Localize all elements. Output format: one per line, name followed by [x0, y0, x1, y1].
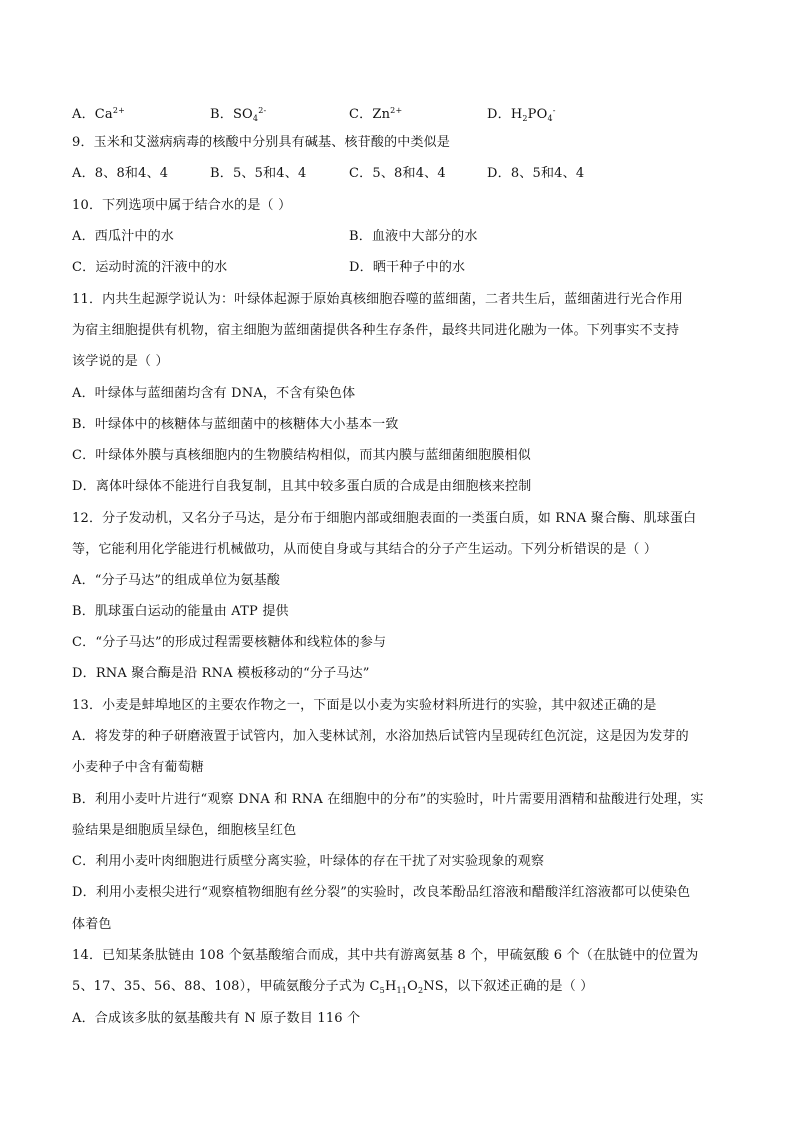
- q9-option-d: D．8、5和4、4: [487, 166, 585, 181]
- q10-stem: 10．下列选项中属于结合水的是（ ）: [72, 198, 292, 213]
- q13-stem: 13．小麦是蚌埠地区的主要农作物之一，下面是以小麦为实验材料所进行的实验，其中叙述正确的是: [72, 698, 657, 713]
- q11-option-c: C．叶绿体外膜与真核细胞内的生物膜结构相似，而其内膜与蓝细菌细胞膜相似: [72, 448, 531, 463]
- q11-stem-line-3: 该学说的是（ ）: [72, 354, 169, 369]
- q9-option-b: B．5、5和4、4: [210, 166, 307, 181]
- q12-stem-line-1: 12．分子发动机，又名分子马达，是分布于细胞内部或细胞表面的一类蛋白质，如 RNA 聚合酶、肌球蛋白: [72, 511, 697, 526]
- q8-option-c: C．$Zn^{2+}$: [349, 106, 403, 122]
- q13-line-2: 小麦种子中含有葡萄糖: [72, 760, 205, 775]
- q10-option-d: D．晒干种子中的水: [349, 260, 466, 275]
- q10-option-a: A．西瓜汁中的水: [72, 229, 174, 244]
- q9-option-a: A．8、8和4、4: [72, 166, 169, 181]
- q12-option-d: D．RNA 聚合酶是沿 RNA 模板移动的“分子马达”: [72, 666, 370, 681]
- q13-line-7: 体着色: [72, 917, 112, 932]
- q13-line-1: A．将发芽的种子研磨液置于试管内，加入斐林试剂，水浴加热后试管内呈现砖红色沉淀，这是因为发芽的: [72, 729, 689, 744]
- q11-stem-line-2: 为宿主细胞提供有机物，宿主细胞为蓝细菌提供各种生存条件，最终共同进化融为一体。下列事实不支持: [72, 323, 680, 338]
- q8-option-a: A．$Ca^{2+}$: [72, 106, 126, 122]
- q11-option-b: B．叶绿体中的核糖体与蓝细菌中的核糖体大小基本一致: [72, 417, 399, 432]
- q12-option-b: B．肌球蛋白运动的能量由 ATP 提供: [72, 604, 289, 619]
- q13-line-3: B．利用小麦叶片进行“观察 DNA 和 RNA 在细胞中的分布”的实验时，叶片需要用酒精和盐酸进行处理，实: [72, 792, 704, 807]
- q12-option-a: A．“分子马达”的组成单位为氨基酸: [72, 573, 281, 588]
- q12-stem-line-2: 等，它能利用化学能进行机械做功，从而使自身或与其结合的分子产生运动。下列分析错误的是（ ）: [72, 542, 658, 557]
- q12-option-c: C．“分子马达”的形成过程需要核糖体和线粒体的参与: [72, 635, 387, 650]
- q13-line-6: D．利用小麦根尖进行“观察植物细胞有丝分裂”的实验时，改良苯酚品红溶液和醋酸洋红溶液都可以使染色: [72, 885, 691, 900]
- q8-option-d: D．$H_2PO_4^-$: [487, 106, 556, 123]
- q9-stem: 9．玉米和艾滋病病毒的核酸中分别具有碱基、核苷酸的中类似是: [72, 135, 451, 150]
- q13-line-4: 验结果是细胞质呈绿色，细胞核呈红色: [72, 823, 297, 838]
- q10-option-b: B．血液中大部分的水: [349, 229, 478, 244]
- q11-option-d: D．离体叶绿体不能进行自我复制，且其中较多蛋白质的合成是由细胞核来控制: [72, 479, 532, 494]
- q14-stem-line-1: 14．已知某条肽链由 108 个氨基酸缩合而成，其中共有游离氨基 8 个，甲硫氨酸 6 个（在肽链中的位置为: [72, 948, 699, 963]
- q10-option-c: C．运动时流的汗液中的水: [72, 260, 228, 275]
- q14-stem-line-2: 5、17、35、56、88、108），甲硫氨酸分子式为 $C_5H_{11}O_2NS$，以下叙述正确的是（ ）: [72, 979, 594, 995]
- q11-option-a: A．叶绿体与蓝细菌均含有 DNA，不含有染色体: [72, 386, 356, 401]
- q9-option-c: C．5、8和4、4: [349, 166, 446, 181]
- q13-line-5: C．利用小麦叶肉细胞进行质壁分离实验，叶绿体的存在干扰了对实验现象的观察: [72, 854, 545, 869]
- q14-option-a: A．合成该多肽的氨基酸共有 N 原子数目 116 个: [72, 1011, 361, 1026]
- q11-stem-line-1: 11．内共生起源学说认为：叶绿体起源于原始真核细胞吞噬的蓝细菌，二者共生后，蓝细菌进行光合作用: [72, 292, 683, 307]
- q8-option-b: B．$SO_4^{2-}$: [210, 106, 267, 123]
